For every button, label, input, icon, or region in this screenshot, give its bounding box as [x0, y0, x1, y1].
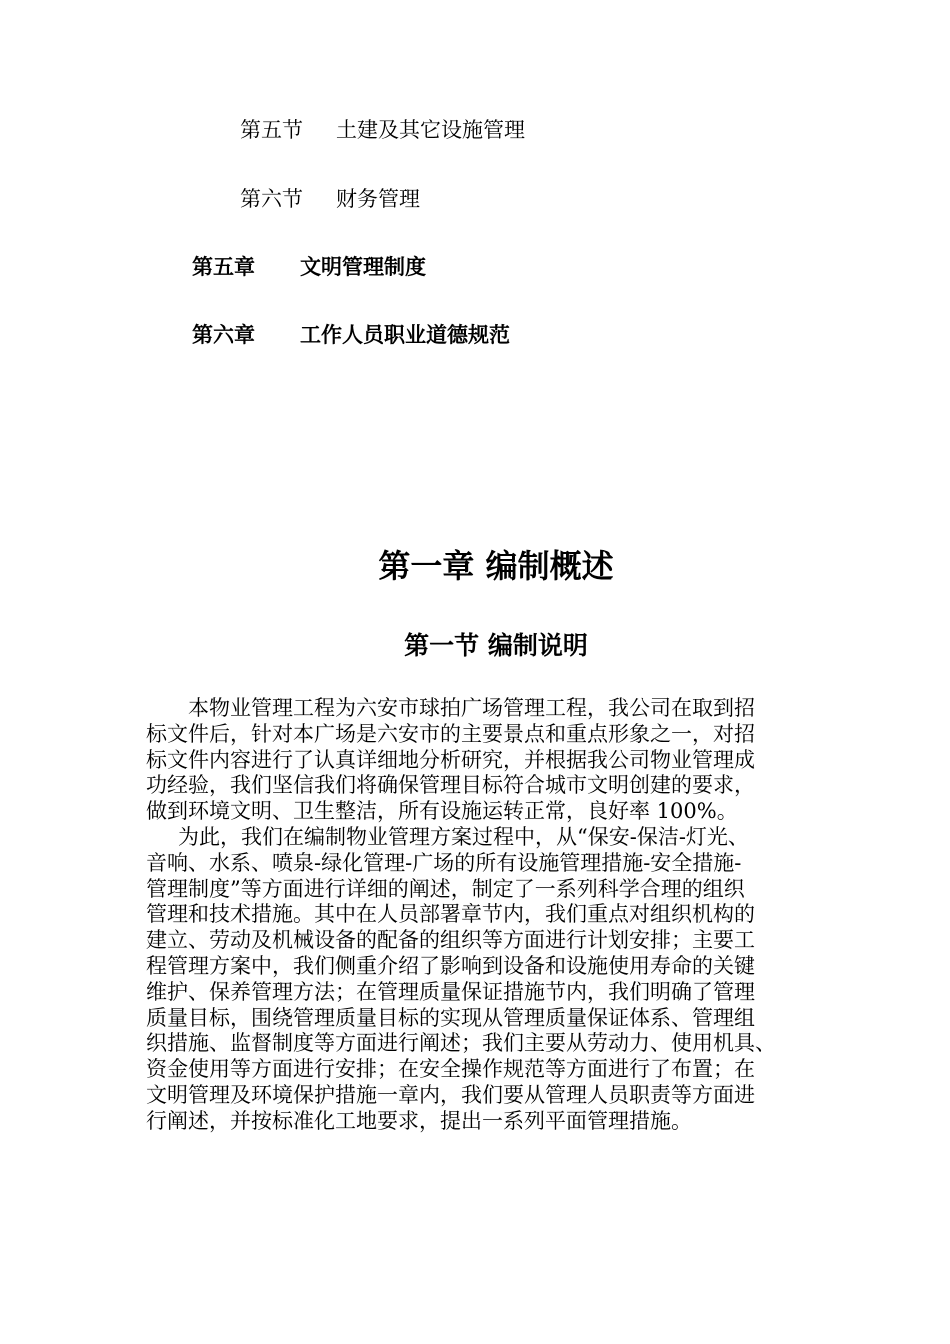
paragraph-line: 标文件后，针对本广场是六安市的主要景点和重点形象之一，对招	[146, 721, 755, 746]
toc-item-number: 第六章	[192, 323, 255, 347]
toc-item-chapter-5	[192, 253, 426, 281]
paragraph-line: 做到环境文明、卫生整洁，所有设施运转正常，良好率 100%。	[146, 799, 738, 824]
toc-item-section-6	[240, 185, 420, 213]
paragraph-line: 织措施、监督制度等方面进行阐述；我们主要从劳动力、使用机具、	[146, 1031, 776, 1056]
paragraph-line: 功经验，我们坚信我们将确保管理目标符合城市文明创建的要求，	[146, 773, 755, 798]
paragraph-line: 管理制度”等方面进行详细的阐述，制定了一系列科学合理的组织	[146, 876, 745, 901]
toc-item-section-5	[240, 116, 525, 144]
paragraph-line: 行阐述，并按标准化工地要求，提出一系列平面管理措施。	[146, 1108, 692, 1133]
toc-item-title: 土建及其它设施管理	[336, 118, 525, 142]
paragraph-line: 文明管理及环境保护措施一章内，我们要从管理人员职责等方面进	[146, 1082, 755, 1107]
toc-item-number: 第五章	[192, 255, 255, 279]
toc-item-title: 文明管理制度	[300, 255, 426, 279]
toc-item-number: 第六节	[240, 187, 303, 211]
paragraph-line: 本物业管理工程为六安市球拍广场管理工程，我公司在取到招	[188, 696, 755, 720]
body-paragraphs	[146, 696, 876, 1135]
paragraph-line: 质量目标，围绕管理质量目标的实现从管理质量保证体系、管理组	[146, 1005, 755, 1030]
chapter-title: 第一章 编制概述	[378, 547, 614, 585]
paragraph-line: 程管理方案中，我们侧重介绍了影响到设备和设施使用寿命的关键	[146, 953, 755, 978]
toc-item-number: 第五节	[240, 118, 303, 142]
paragraph-line: 标文件内容进行了认真详细地分析研究，并根据我公司物业管理成	[146, 747, 755, 772]
toc-item-chapter-6	[192, 321, 510, 349]
paragraph-line: 为此，我们在编制物业管理方案过程中，从“保安-保洁-灯光、	[178, 824, 749, 849]
paragraph-line: 维护、保养管理方法；在管理质量保证措施节内，我们明确了管理	[146, 979, 755, 1004]
paragraph-line: 资金使用等方面进行安排；在安全操作规范等方面进行了布置；在	[146, 1057, 755, 1082]
toc-item-title: 工作人员职业道德规范	[300, 323, 510, 347]
section-title: 第一节 编制说明	[404, 631, 588, 660]
toc-item-title: 财务管理	[336, 187, 420, 211]
paragraph-line: 管理和技术措施。其中在人员部署章节内，我们重点对组织机构的	[146, 902, 755, 927]
paragraph-line: 建立、劳动及机械设备的配备的组织等方面进行计划安排；主要工	[146, 928, 755, 953]
paragraph-line: 音响、水系、喷泉-绿化管理-广场的所有设施管理措施-安全措施-	[146, 850, 742, 875]
